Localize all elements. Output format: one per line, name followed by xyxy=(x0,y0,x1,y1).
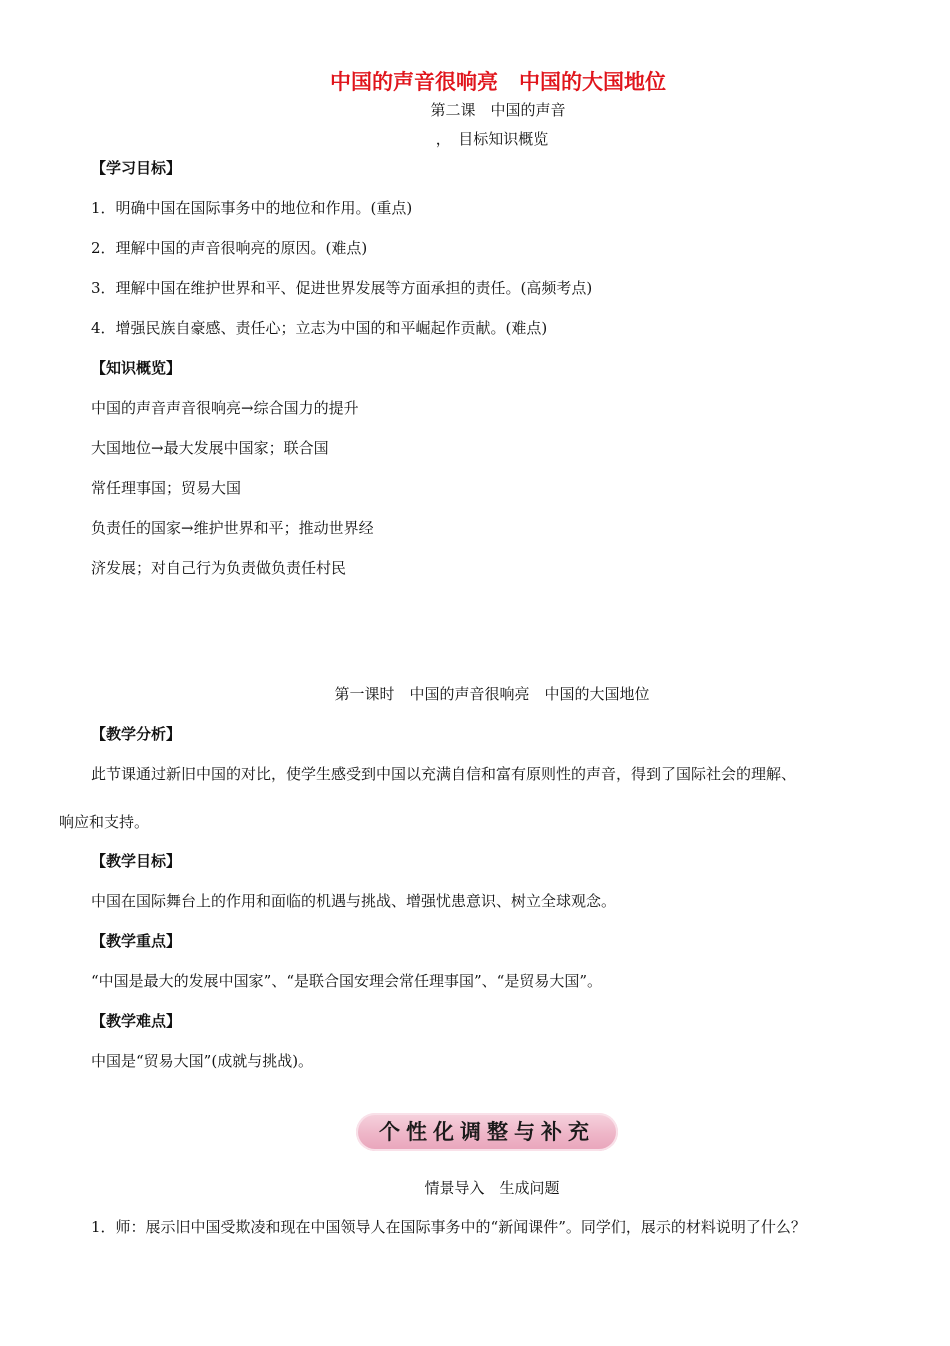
document-title: 中国的声音很响亮 中国的大国地位 xyxy=(330,70,666,94)
paragraph-line: 中国在国际舞台上的作用和面临的机遇与挑战、增强忧患意识、树立全球观念。 xyxy=(91,892,617,910)
paragraph-line: 响应和支持。 xyxy=(59,813,150,831)
knowledge-line: 负责任的国家→维护世界和平；推动世界经 xyxy=(91,519,374,537)
section-heading: 【教学难点】 xyxy=(91,1012,182,1030)
paragraph-line: 中国是“贸易大国”(成就与挑战)。 xyxy=(91,1052,314,1070)
list-item: 1．明确中国在国际事务中的地位和作用。(重点) xyxy=(91,199,413,217)
paragraph-line: 此节课通过新旧中国的对比，使学生感受到中国以充满自信和富有原则性的声音，得到了国际社会的理解、 xyxy=(91,765,797,783)
section-heading: 【教学分析】 xyxy=(91,725,182,743)
banner-label: 个性化调整与补充 xyxy=(379,1120,595,1144)
knowledge-line: 中国的声音声音很响亮→综合国力的提升 xyxy=(91,399,359,417)
section-heading: 【知识概览】 xyxy=(91,359,182,377)
lesson-subtitle: 第二课 中国的声音 xyxy=(430,101,566,119)
section-heading: 【学习目标】 xyxy=(91,159,182,177)
list-item: 3．理解中国在维护世界和平、促进世界发展等方面承担的责任。(高频考点) xyxy=(91,279,593,297)
section-heading: 【教学目标】 xyxy=(91,852,182,870)
knowledge-line: 大国地位→最大发展中国家；联合国 xyxy=(91,439,329,457)
period-title: 第一课时 中国的声音很响亮 中国的大国地位 xyxy=(334,685,650,703)
list-item: 2．理解中国的声音很响亮的原因。(难点) xyxy=(91,239,368,257)
list-item: 4．增强民族自豪感、责任心；立志为中国的和平崛起作贡献。(难点) xyxy=(91,319,548,337)
list-item: 1．师：展示旧中国受欺凌和现在中国领导人在国际事务中的“新闻课件”。同学们，展示的材料说明了什么？ xyxy=(91,1218,806,1236)
paragraph-line: “中国是最大的发展中国家”、“是联合国安理会常任理事国”、“是贸易大国”。 xyxy=(91,972,603,990)
knowledge-line: 常任理事国；贸易大国 xyxy=(91,479,242,497)
overview-heading: ， 目标知识概览 xyxy=(435,130,549,148)
intro-title: 情景导入 生成问题 xyxy=(424,1179,560,1197)
supplement-banner xyxy=(356,1113,618,1151)
section-heading: 【教学重点】 xyxy=(91,932,182,950)
knowledge-line: 济发展；对自己行为负责做负责任村民 xyxy=(91,559,347,577)
